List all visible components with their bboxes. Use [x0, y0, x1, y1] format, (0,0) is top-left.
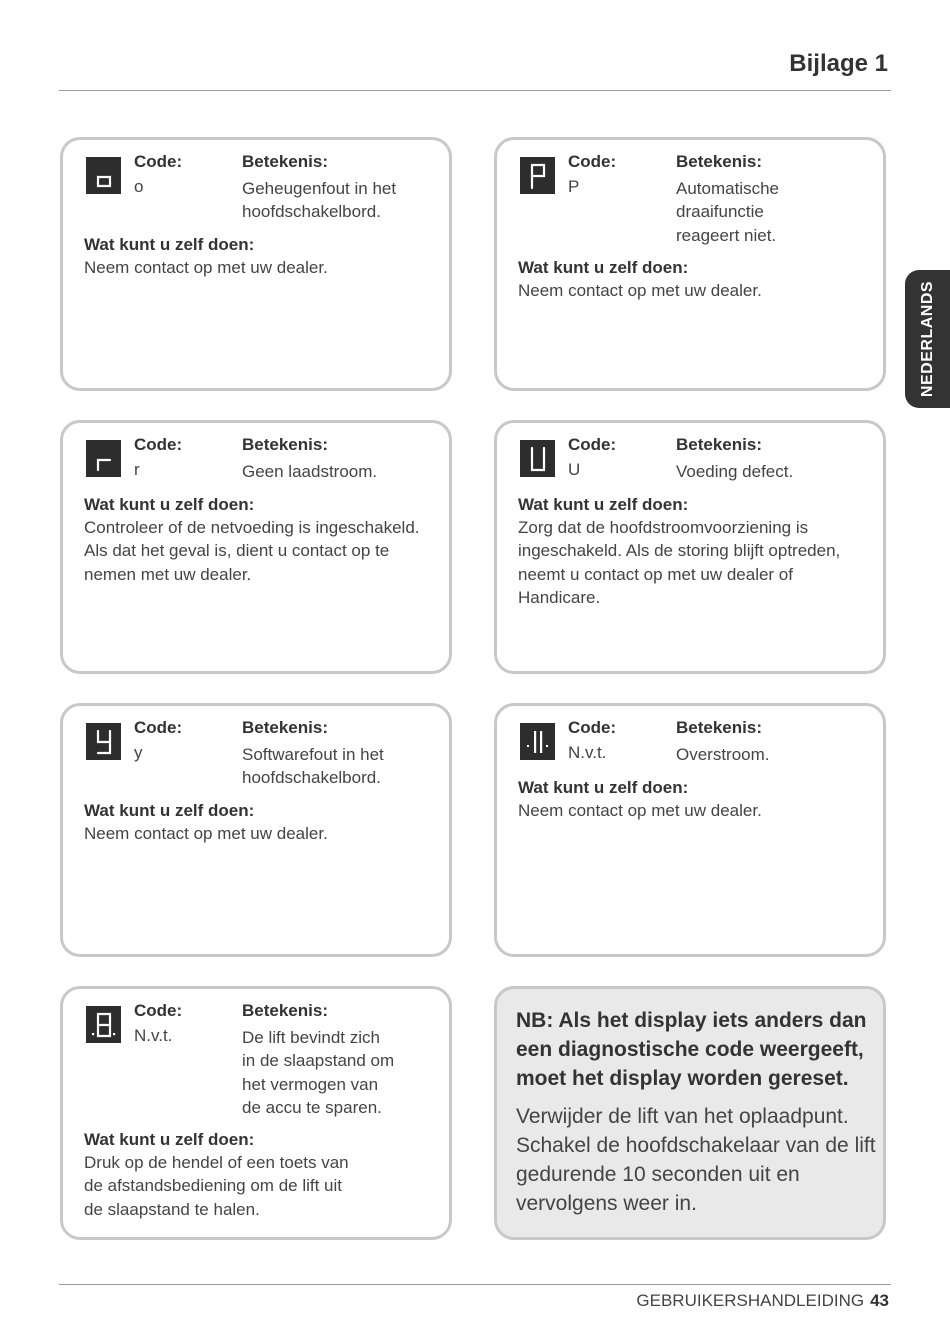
action-text: Zorg dat de hoofdstroomvoorziening is ingeschakeld. Als de storing blijft optreden, neemt u contact op met uw dealer of Handicare.: [518, 518, 841, 607]
error-card-u: [494, 420, 886, 674]
meaning-value: Voeding defect.: [676, 462, 794, 481]
lcd-r-icon: [86, 440, 121, 477]
meaning-label: Betekenis:: [242, 718, 328, 737]
lcd-p-icon: [520, 157, 555, 194]
lcd-8-dot-icon: [86, 1006, 121, 1043]
action-label: Wat kunt u zelf doen:: [518, 495, 689, 514]
action-text: Neem contact op met uw dealer.: [84, 258, 328, 277]
reset-note-card: [494, 986, 886, 1240]
error-card-sleep: [60, 986, 452, 1240]
action-text: Controleer of de netvoeding is ingeschakeld. Als dat het geval is, dient u contact op te nemen met uw dealer.: [84, 518, 420, 584]
header-divider: [59, 90, 891, 91]
lcd-y-icon: [86, 723, 121, 760]
action-label: Wat kunt u zelf doen:: [84, 801, 255, 820]
meaning-label: Betekenis:: [676, 435, 762, 454]
lcd-dotted-bars-icon: [520, 723, 555, 760]
action-label: Wat kunt u zelf doen:: [518, 258, 689, 277]
code-label: Code:: [568, 152, 617, 171]
meaning-label: Betekenis:: [676, 152, 762, 171]
action-text: Neem contact op met uw dealer.: [84, 824, 328, 843]
meaning-value: Softwarefout in het hoofdschakelbord.: [242, 745, 384, 788]
meaning-label: Betekenis:: [676, 718, 762, 737]
meaning-value: Automatische draaifunctie reageert niet.: [676, 179, 779, 245]
action-label: Wat kunt u zelf doen:: [518, 778, 689, 797]
meaning-value: Overstroom.: [676, 745, 770, 764]
action-text: Neem contact op met uw dealer.: [518, 801, 762, 820]
code-label: Code:: [134, 435, 183, 454]
meaning-value: Geheugenfout in het hoofdschakelbord.: [242, 179, 397, 222]
note-text: Verwijder de lift van het oplaadpunt. Schakel de hoofdschakelaar van de lift gedurende 10 seconden uit en vervolgens weer in.: [516, 1105, 876, 1215]
footer-divider: [59, 1284, 891, 1285]
action-label: Wat kunt u zelf doen:: [84, 1130, 255, 1149]
language-tab: [905, 270, 950, 408]
action-text: Neem contact op met uw dealer.: [518, 281, 762, 300]
code-label: Code:: [134, 1001, 183, 1020]
error-card-r: [60, 420, 452, 674]
footer-manual-label: GEBRUIKERSHANDLEIDING: [636, 1291, 865, 1310]
error-card-overcurrent: [494, 703, 886, 957]
code-value: y: [134, 743, 143, 762]
error-card-y: [60, 703, 452, 957]
code-value: r: [134, 460, 140, 479]
page-title: Bijlage 1: [789, 50, 888, 77]
footer: [636, 1291, 889, 1311]
page-number: 43: [870, 1291, 889, 1310]
error-card-o: [60, 137, 452, 391]
code-value: N.v.t.: [568, 743, 607, 762]
code-label: Code:: [134, 718, 183, 737]
note-heading: NB: Als het display iets anders dan een diagnostische code weergeeft, moet het display worden gereset.: [516, 1009, 867, 1090]
language-tab-label: NEDERLANDS: [918, 280, 936, 398]
action-label: Wat kunt u zelf doen:: [84, 235, 255, 254]
meaning-label: Betekenis:: [242, 1001, 328, 1020]
code-value: N.v.t.: [134, 1026, 173, 1045]
action-label: Wat kunt u zelf doen:: [84, 495, 255, 514]
code-label: Code:: [568, 718, 617, 737]
meaning-label: Betekenis:: [242, 435, 328, 454]
action-text: Druk op de hendel of een toets van de afstandsbediening om de lift uit de slaapstand te halen.: [84, 1153, 349, 1219]
code-value: o: [134, 177, 144, 196]
meaning-label: Betekenis:: [242, 152, 328, 171]
meaning-value: De lift bevindt zich in de slaapstand om het vermogen van de accu te sparen.: [242, 1028, 395, 1117]
meaning-value: Geen laadstroom.: [242, 462, 378, 481]
code-label: Code:: [134, 152, 183, 171]
error-card-p: [494, 137, 886, 391]
lcd-o-icon: [86, 157, 121, 194]
code-value: U: [568, 460, 581, 479]
code-label: Code:: [568, 435, 617, 454]
code-value: P: [568, 177, 580, 196]
lcd-u-icon: [520, 440, 555, 477]
